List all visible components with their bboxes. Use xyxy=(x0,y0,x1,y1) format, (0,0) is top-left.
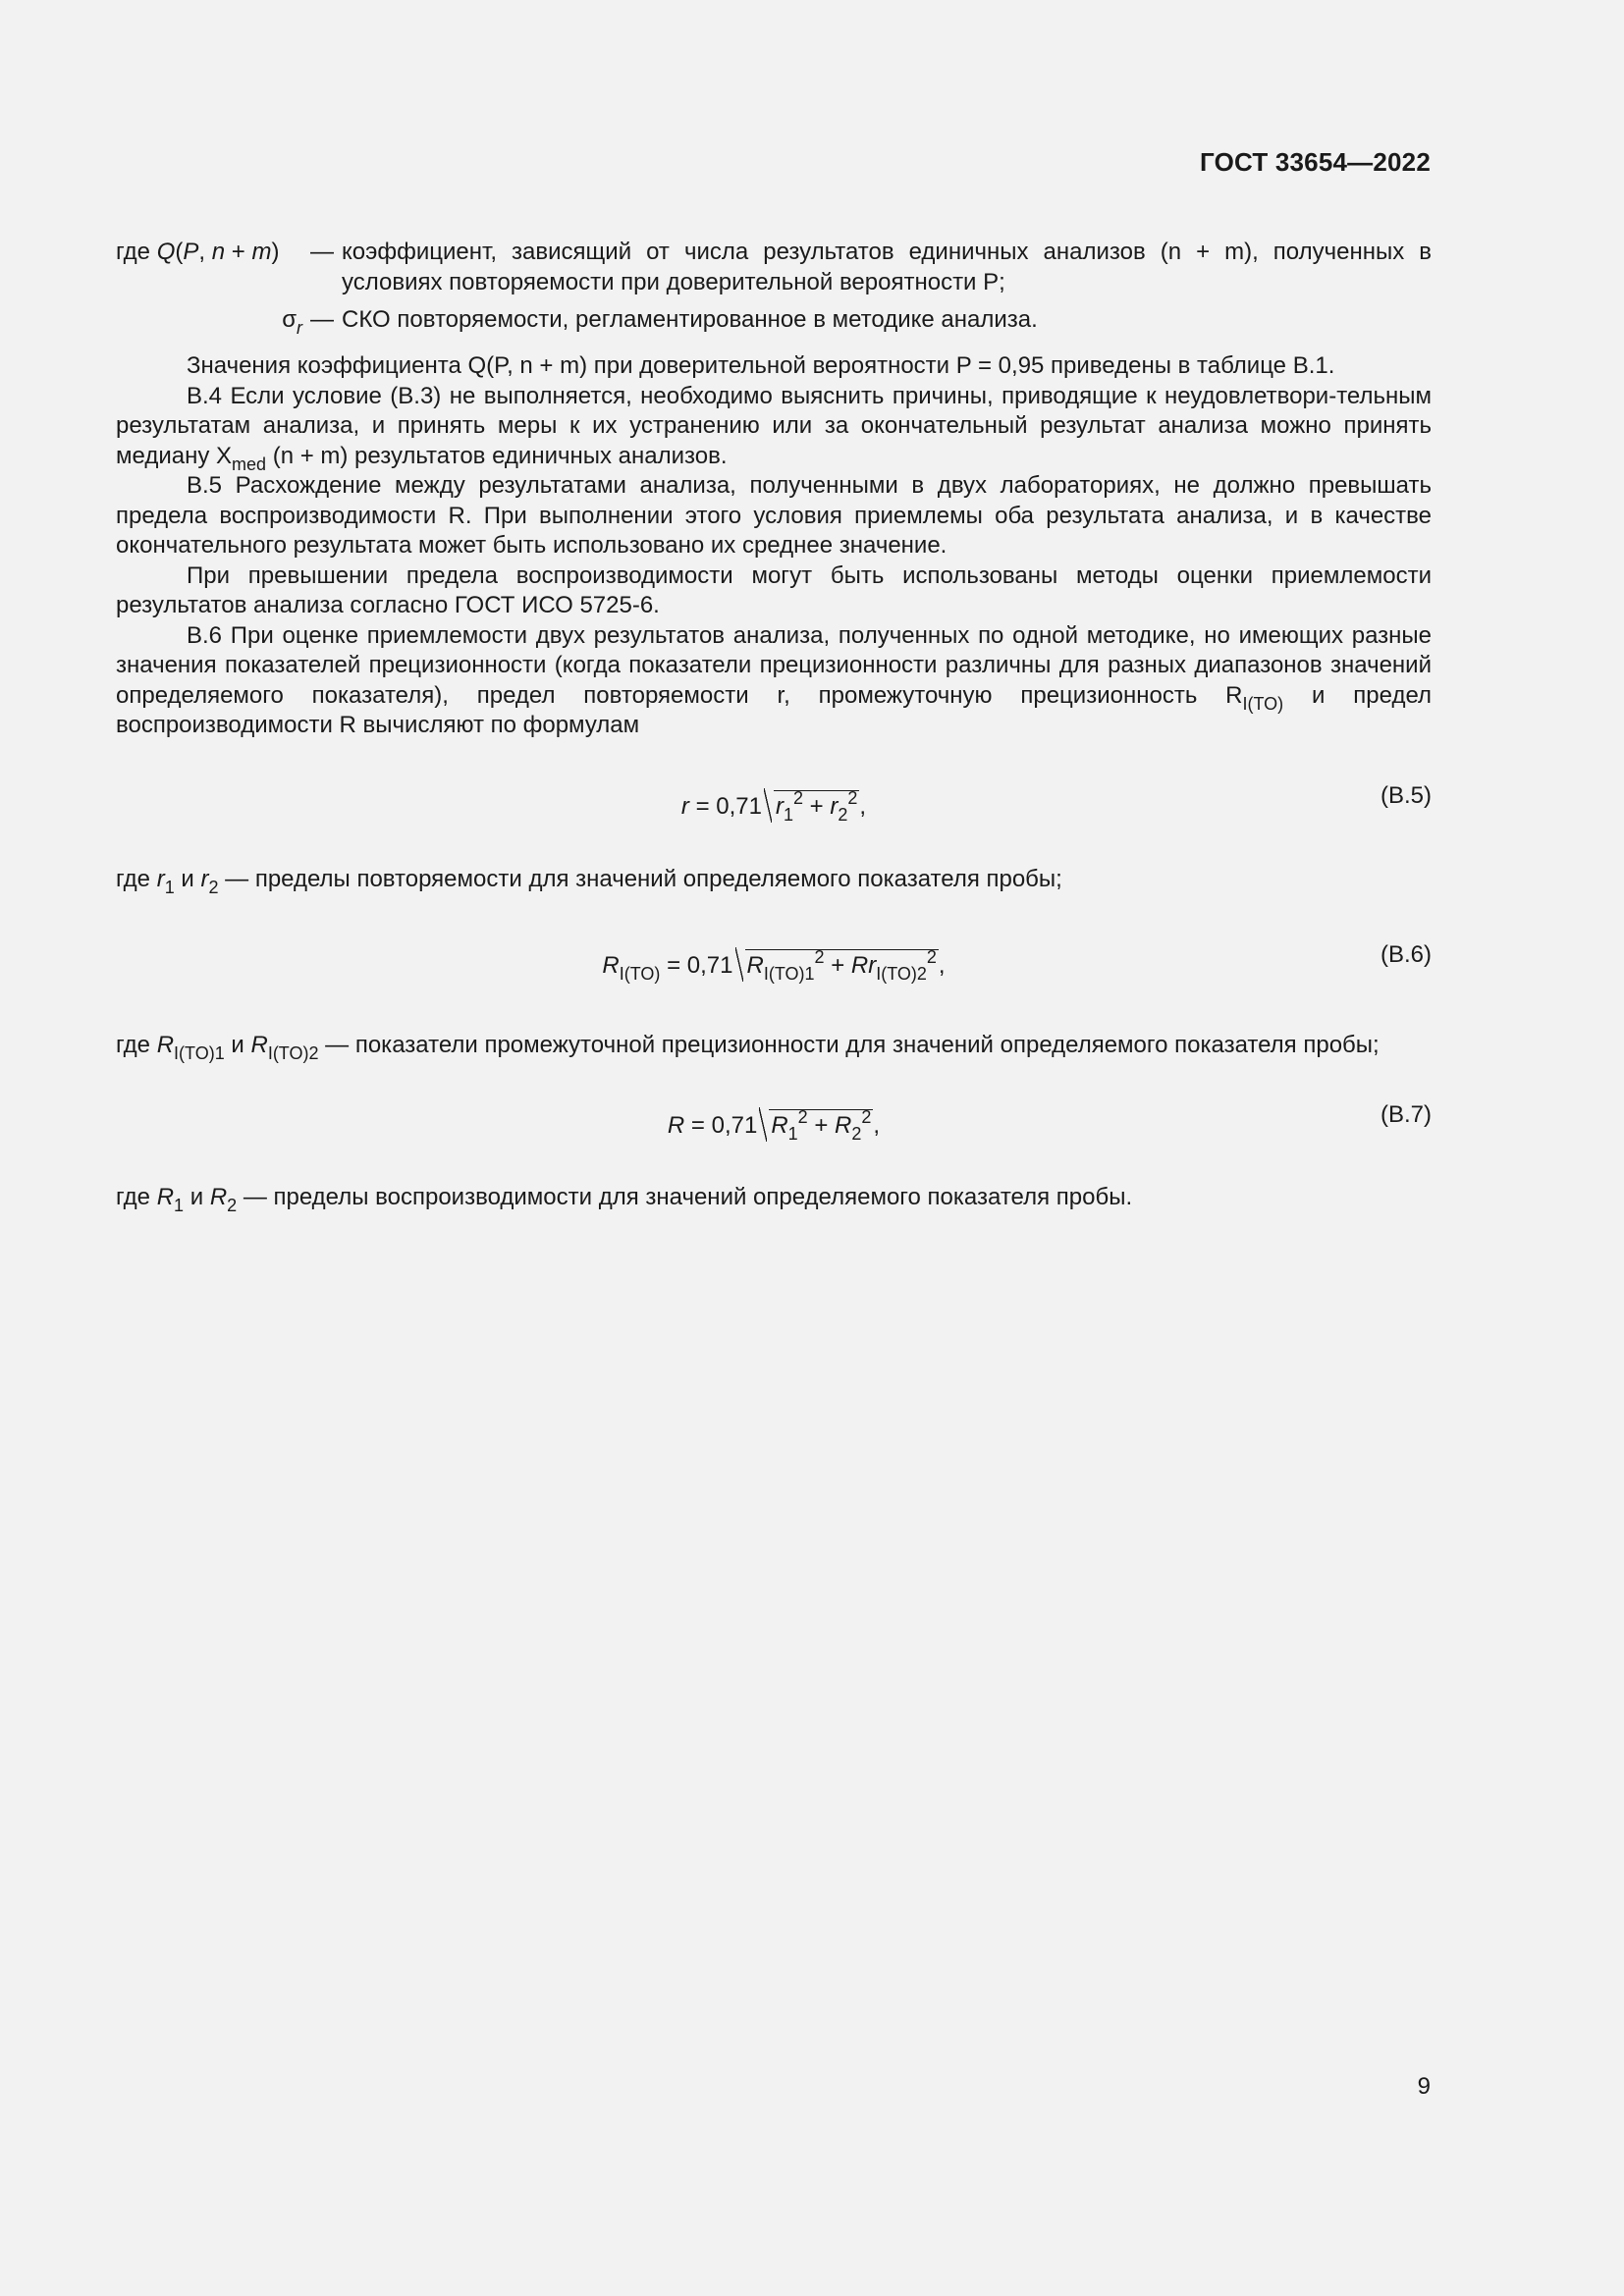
formula-b5-number: (B.5) xyxy=(1380,782,1432,809)
formula-b5 xyxy=(116,778,1432,828)
paragraph-b5: В.5 Расхождение между результатами анализа, полученными в двух лабораториях, не должно превышать предела воспроизводимости R. При выполнении этого условия приемлемы оба результата анализа, и в качестве окончательного результата может быть использовано их среднее значение. xyxy=(116,472,1432,559)
definition-desc-q: коэффициент, зависящий от числа результатов единичных анализов (n + m), полученных в условиях повторяемости при доверительной вероятности P; xyxy=(342,239,1432,295)
paragraph-reproducibility: При превышении предела воспроизводимости могут быть использованы методы оценки приемлемости результатов анализа согласно ГОСТ ИСО 5725-6. xyxy=(116,561,1432,618)
definition-q xyxy=(116,238,1432,297)
definitions-block xyxy=(116,238,1432,336)
body-text xyxy=(116,351,1432,741)
where-b5: где $r_1$ и $r_2$ — пределы повторяемости для значений определяемого показателя пробы; xyxy=(116,866,1062,897)
definition-dash: — xyxy=(310,306,334,333)
formula-b5-expression: r = 0,71 $r_1^2 + r_2^2$, xyxy=(680,788,867,825)
formula-b6 xyxy=(116,937,1432,987)
paragraph-b4: В.4 Если условие (В.3) не выполняется, необходимо выяснить причины, приводящие к неудовлетвори-тельным результатам анализа, и принять меры к их устранению или за окончательный результат анализа можно принять медиану $X_{med}$ (n + m) результатов единичных анализов. xyxy=(116,382,1432,474)
where-b7: где $R_1$ и $R_2$ — пределы воспроизводимости для значений определяемого показателя пробы. xyxy=(116,1184,1133,1215)
definition-term-q: где Q(P, n + m) xyxy=(116,239,280,265)
definition-term-sigma: $\sigma_r$ xyxy=(282,306,302,338)
formula-b6-expression: $R_{I(TO)} = 0,71$ $R_{I(TO)1}^2 + Rr_{I(TO)2}^2$, xyxy=(602,947,946,984)
formula-b7-number: (B.7) xyxy=(1380,1101,1432,1128)
formula-b6-number: (B.6) xyxy=(1380,941,1432,968)
formula-b7 xyxy=(116,1097,1432,1147)
page-number: 9 xyxy=(1417,2073,1431,2100)
standard-number: ГОСТ 33654—2022 xyxy=(1200,147,1431,177)
definition-desc-sigma: СКО повторяемости, регламентированное в методике анализа. xyxy=(342,306,1038,333)
where-b6: где $R_{I(TO)1}$ и $R_{I(TO)2}$ — показатели промежуточной прецизионности для значений определяемого показателя пробы; xyxy=(116,1032,1380,1063)
definition-dash: — xyxy=(310,239,334,265)
definition-sigma xyxy=(116,305,1432,336)
paragraph-coef-table: Значения коэффициента Q(P, n + m) при доверительной вероятности P = 0,95 приведены в таблице В.1. xyxy=(187,352,1335,379)
formula-b7-expression: R = 0,71 $R_1^2 + R_2^2$, xyxy=(667,1107,881,1144)
paragraph-b6: В.6 При оценке приемлемости двух результатов анализа, полученных по одной методике, но имеющих разные значения показателей прецизионности (когда показатели прецизионности различны для разных диапазонов значений определяемого показателя), предел повторяемости r, промежуточную прецизионность $R_{I(TO)}$ и предел воспроизводимости R вычисляют по формулам xyxy=(116,621,1433,738)
